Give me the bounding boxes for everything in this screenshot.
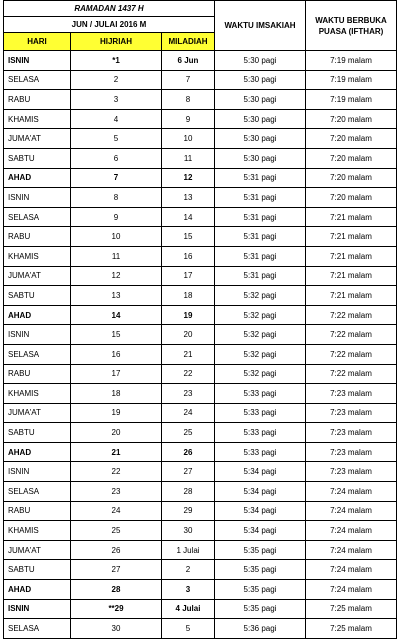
table-row [4,129,397,149]
imsak-time-cell: 5:31 pagi [215,227,306,247]
imsak-time-cell: 5:31 pagi [215,266,306,286]
iftar-time-cell: 7:21 malam [306,246,397,266]
day-cell: RABU [4,227,71,247]
iftar-time-cell: 7:25 malam [306,619,397,639]
table-row [4,266,397,286]
table-row [4,364,397,384]
iftar-column-header: WAKTU BERBUKA PUASA (IFTHAR) [306,1,397,51]
day-cell: SELASA [4,207,71,227]
hijriah-date-cell: 9 [71,207,162,227]
iftar-time-cell: 7:20 malam [306,168,397,188]
miladiah-date-cell: 15 [162,227,215,247]
imsak-time-cell: 5:34 pagi [215,462,306,482]
miladiah-date-cell: 12 [162,168,215,188]
table-row [4,148,397,168]
table-row [4,423,397,443]
table-row [4,384,397,404]
day-cell: JUMA'AT [4,403,71,423]
iftar-time-cell: 7:21 malam [306,266,397,286]
imsak-time-cell: 5:36 pagi [215,619,306,639]
imsak-time-cell: 5:31 pagi [215,207,306,227]
day-cell: AHAD [4,442,71,462]
miladiah-date-cell: 9 [162,109,215,129]
miladiah-date-cell: 3 [162,580,215,600]
iftar-time-cell: 7:24 malam [306,521,397,541]
miladiah-date-cell: 11 [162,148,215,168]
table-row [4,462,397,482]
iftar-time-cell: 7:24 malam [306,482,397,502]
hijriah-date-cell: 19 [71,403,162,423]
miladiah-date-cell: 26 [162,442,215,462]
miladiah-date-cell: 28 [162,482,215,502]
day-cell: RABU [4,90,71,110]
miladiah-date-cell: 4 Julai [162,599,215,619]
day-cell: SABTU [4,423,71,443]
imsak-time-cell: 5:32 pagi [215,286,306,306]
schedule-rows [4,51,397,639]
hijriah-date-cell: 23 [71,482,162,502]
hijriah-column-header: HIJRIAH [71,33,162,51]
miladiah-column-header: MILADIAH [162,33,215,51]
iftar-time-cell: 7:22 malam [306,364,397,384]
table-row [4,207,397,227]
table-row [4,246,397,266]
day-cell: KHAMIS [4,521,71,541]
imsak-time-cell: 5:33 pagi [215,423,306,443]
day-cell: SELASA [4,344,71,364]
table-row [4,70,397,90]
hijriah-date-cell: 15 [71,325,162,345]
month-title: JUN / JULAI 2016 M [4,17,215,33]
ramadan-title: RAMADAN 1437 H [4,1,215,17]
iftar-time-cell: 7:23 malam [306,442,397,462]
hijriah-date-cell: 25 [71,521,162,541]
hijriah-date-cell: 17 [71,364,162,384]
iftar-time-cell: 7:23 malam [306,462,397,482]
table-row [4,168,397,188]
miladiah-date-cell: 27 [162,462,215,482]
hijriah-date-cell: 21 [71,442,162,462]
hijriah-date-cell: 2 [71,70,162,90]
iftar-time-cell: 7:24 malam [306,560,397,580]
miladiah-date-cell: 25 [162,423,215,443]
day-cell: KHAMIS [4,109,71,129]
hijriah-date-cell: 18 [71,384,162,404]
iftar-time-cell: 7:20 malam [306,109,397,129]
table-row [4,560,397,580]
hijriah-date-cell: 4 [71,109,162,129]
iftar-time-cell: 7:22 malam [306,325,397,345]
iftar-time-cell: 7:20 malam [306,188,397,208]
imsak-time-cell: 5:33 pagi [215,384,306,404]
imsak-column-header: WAKTU IMSAKIAH [215,1,306,51]
imsak-time-cell: 5:32 pagi [215,344,306,364]
imsak-time-cell: 5:31 pagi [215,246,306,266]
imsak-time-cell: 5:35 pagi [215,540,306,560]
imsak-time-cell: 5:35 pagi [215,560,306,580]
miladiah-date-cell: 1 Julai [162,540,215,560]
iftar-time-cell: 7:24 malam [306,501,397,521]
iftar-time-cell: 7:24 malam [306,580,397,600]
iftar-time-cell: 7:24 malam [306,540,397,560]
imsak-time-cell: 5:34 pagi [215,521,306,541]
hijriah-date-cell: 5 [71,129,162,149]
iftar-time-cell: 7:25 malam [306,599,397,619]
day-cell: ISNIN [4,599,71,619]
day-cell: JUMA'AT [4,129,71,149]
hijriah-date-cell: 16 [71,344,162,364]
iftar-time-cell: 7:21 malam [306,207,397,227]
day-cell: RABU [4,501,71,521]
miladiah-date-cell: 13 [162,188,215,208]
miladiah-date-cell: 10 [162,129,215,149]
table-row [4,227,397,247]
imsak-time-cell: 5:31 pagi [215,188,306,208]
hijriah-date-cell: 3 [71,90,162,110]
miladiah-date-cell: 6 Jun [162,51,215,71]
miladiah-date-cell: 23 [162,384,215,404]
hijriah-date-cell: 13 [71,286,162,306]
miladiah-date-cell: 18 [162,286,215,306]
day-cell: AHAD [4,580,71,600]
table-row [4,90,397,110]
day-cell: RABU [4,364,71,384]
iftar-time-cell: 7:20 malam [306,148,397,168]
table-row [4,325,397,345]
iftar-time-cell: 7:20 malam [306,129,397,149]
table-row [4,109,397,129]
table-row [4,599,397,619]
iftar-time-cell: 7:19 malam [306,51,397,71]
iftar-time-cell: 7:19 malam [306,70,397,90]
hijriah-date-cell: 6 [71,148,162,168]
imsak-time-cell: 5:32 pagi [215,364,306,384]
imsak-time-cell: 5:33 pagi [215,403,306,423]
hijriah-date-cell: 27 [71,560,162,580]
table-row [4,403,397,423]
table-row [4,344,397,364]
imsak-time-cell: 5:34 pagi [215,482,306,502]
day-cell: SABTU [4,148,71,168]
imsak-time-cell: 5:33 pagi [215,442,306,462]
miladiah-date-cell: 21 [162,344,215,364]
imsak-time-cell: 5:35 pagi [215,580,306,600]
day-cell: AHAD [4,168,71,188]
table-row [4,188,397,208]
imsak-time-cell: 5:30 pagi [215,129,306,149]
imsak-time-cell: 5:30 pagi [215,148,306,168]
hijriah-date-cell: 28 [71,580,162,600]
day-cell: SABTU [4,286,71,306]
imsak-time-cell: 5:34 pagi [215,501,306,521]
day-cell: ISNIN [4,325,71,345]
imsak-time-cell: 5:30 pagi [215,109,306,129]
imsak-time-cell: 5:32 pagi [215,325,306,345]
day-cell: ISNIN [4,188,71,208]
hijriah-date-cell: 30 [71,619,162,639]
ramadan-schedule-table [3,0,397,639]
table-row [4,521,397,541]
iftar-time-cell: 7:23 malam [306,403,397,423]
day-cell: JUMA'AT [4,266,71,286]
miladiah-date-cell: 2 [162,560,215,580]
hijriah-date-cell: 11 [71,246,162,266]
imsak-time-cell: 5:35 pagi [215,599,306,619]
day-cell: JUMA'AT [4,540,71,560]
imsak-time-cell: 5:32 pagi [215,305,306,325]
miladiah-date-cell: 8 [162,90,215,110]
day-cell: KHAMIS [4,384,71,404]
hijriah-date-cell: 8 [71,188,162,208]
hijriah-date-cell: 7 [71,168,162,188]
imsak-time-cell: 5:30 pagi [215,90,306,110]
miladiah-date-cell: 16 [162,246,215,266]
hijriah-date-cell: 22 [71,462,162,482]
miladiah-date-cell: 22 [162,364,215,384]
imsak-time-cell: 5:30 pagi [215,70,306,90]
table-row [4,580,397,600]
iftar-time-cell: 7:19 malam [306,90,397,110]
iftar-time-cell: 7:23 malam [306,423,397,443]
miladiah-date-cell: 29 [162,501,215,521]
iftar-time-cell: 7:21 malam [306,286,397,306]
table-row [4,442,397,462]
day-cell: SABTU [4,560,71,580]
miladiah-date-cell: 19 [162,305,215,325]
day-cell: SELASA [4,619,71,639]
table-row [4,619,397,639]
hijriah-date-cell: 10 [71,227,162,247]
imsak-time-cell: 5:30 pagi [215,51,306,71]
hari-column-header: HARI [4,33,71,51]
miladiah-date-cell: 7 [162,70,215,90]
hijriah-date-cell: 12 [71,266,162,286]
iftar-time-cell: 7:22 malam [306,305,397,325]
table-row [4,286,397,306]
miladiah-date-cell: 20 [162,325,215,345]
miladiah-date-cell: 14 [162,207,215,227]
table-row [4,482,397,502]
miladiah-date-cell: 17 [162,266,215,286]
hijriah-date-cell: 14 [71,305,162,325]
hijriah-date-cell: *1 [71,51,162,71]
table-row [4,51,397,71]
hijriah-date-cell: 26 [71,540,162,560]
table-row [4,305,397,325]
iftar-time-cell: 7:22 malam [306,344,397,364]
table-row [4,540,397,560]
iftar-time-cell: 7:23 malam [306,384,397,404]
day-cell: SELASA [4,482,71,502]
miladiah-date-cell: 5 [162,619,215,639]
hijriah-date-cell: 20 [71,423,162,443]
hijriah-date-cell: **29 [71,599,162,619]
imsak-time-cell: 5:31 pagi [215,168,306,188]
hijriah-date-cell: 24 [71,501,162,521]
iftar-time-cell: 7:21 malam [306,227,397,247]
table-row [4,501,397,521]
day-cell: SELASA [4,70,71,90]
day-cell: ISNIN [4,51,71,71]
day-cell: AHAD [4,305,71,325]
miladiah-date-cell: 24 [162,403,215,423]
day-cell: KHAMIS [4,246,71,266]
miladiah-date-cell: 30 [162,521,215,541]
day-cell: ISNIN [4,462,71,482]
